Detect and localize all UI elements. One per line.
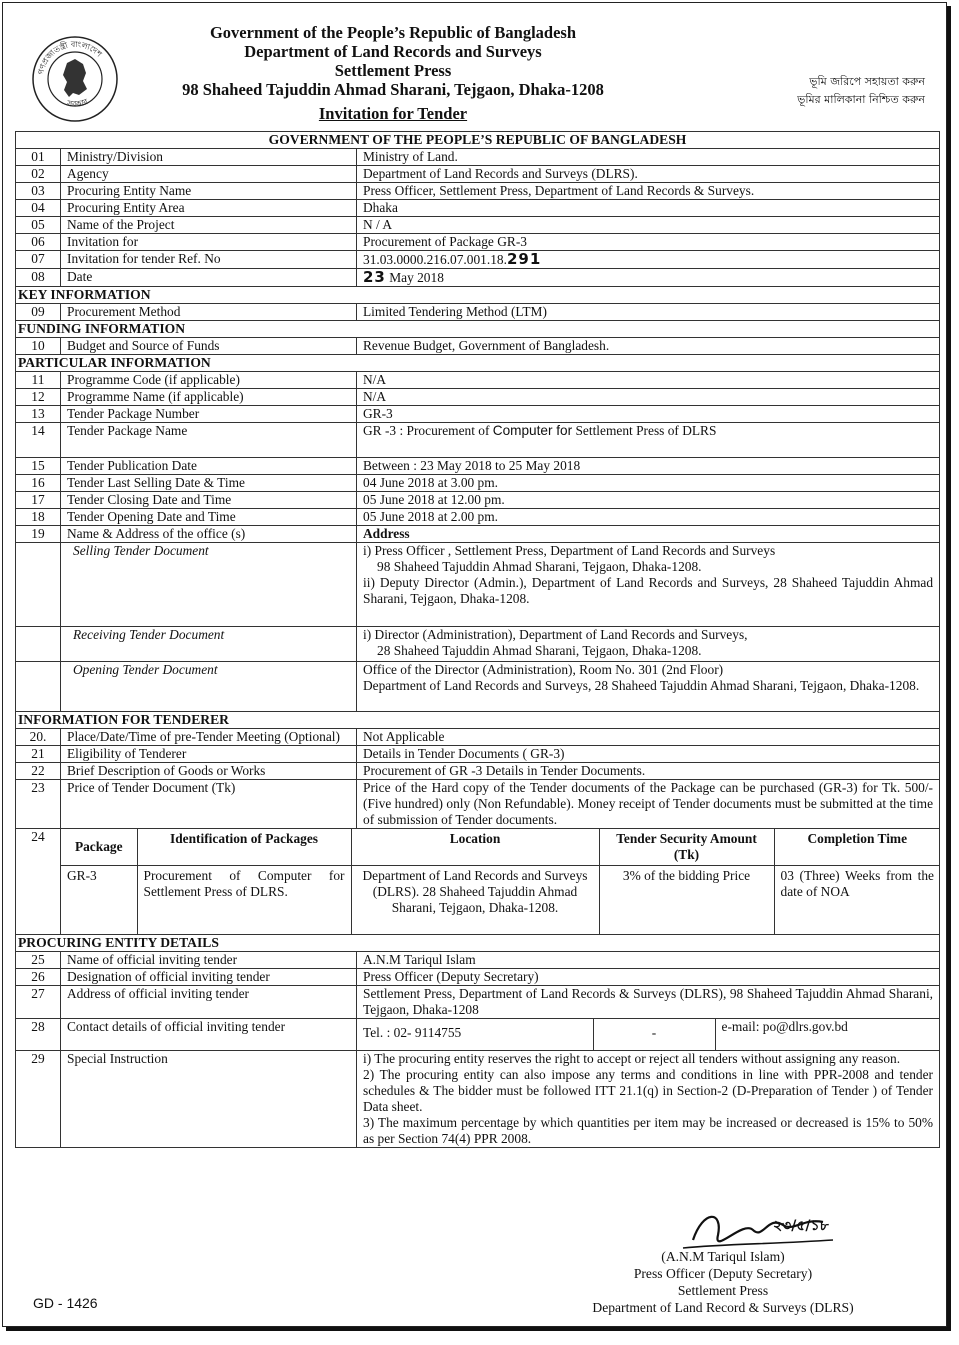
table-row: 18 Tender Opening Date and Time 05 June 2018 at 2.00 pm. [16,509,940,526]
table-row: 09 Procurement Method Limited Tendering Method (LTM) [16,304,940,321]
package-row: 24 Package Identification of Packages Location Tender Security Amount (Tk) Completion Time GR-3 Procurement of Computer for Settlement Press of DLRS. Department of Land Records and Surveys (DLRS). 28 Shaheed Tajuddin Ahmad Sharani, Tejgaon, Dhaka-1208. 3% of the bidding Price 03 (Three) Weeks from the date of NOA [16,829,940,935]
instruction-3: 3) The maximum percentage by which quantities per item may be increased or decreased is 15% to 50% as per Section 74(4) PPR 2008. [363,1114,934,1146]
table-row: 03 Procuring Entity Name Press Officer, Settlement Press, Department of Land Records & Surveys. [16,183,940,200]
section-funding-information: FUNDING INFORMATION [16,321,940,338]
document-page [2,2,947,1327]
contact-row: 28 Contact details of official inviting tender Tel. : 02- 9114755 - e-mail: po@dlrs.gov.bd [16,1018,940,1050]
handwritten-day: 23 [363,268,386,286]
table-row: 02 Agency Department of Land Records and Surveys (DLRS). [16,166,940,183]
footer-code: GD - 1426 [33,1295,98,1311]
table-row: Selling Tender Document i) Press Officer , Settlement Press, Department of Land Records and Surveys 98 Shaheed Tajuddin Ahmad Sharani, Tejgaon, Dhaka-1208. ii) Deputy Director (Admin.), Department of Land Records and Surveys, 28 Shaheed Tajuddin Ahmad Sharani, Tejgaon, Dhaka-1208. [16,543,940,627]
svg-text:২৩/৫/১৮: ২৩/৫/১৮ [773,1218,829,1234]
ref-number: 31.03.0000.216.07.001.18. [363,252,507,267]
section-particular-information: PARTICULAR INFORMATION [16,355,940,372]
table-row: 01 Ministry/Division Ministry of Land. [16,149,940,166]
table-row: 25 Name of official inviting tender A.N.M Tariqul Islam [16,951,940,968]
table-row: 08 Date 23 May 2018 [16,269,940,287]
header-line-2: Department of Land Records and Surveys [244,42,542,61]
contact-fax: - [593,1019,715,1050]
bangla-slogan [735,73,925,109]
svg-text:সরকার: সরকার [66,97,90,109]
table-row: 10 Budget and Source of Funds Revenue Budget, Government of Bangladesh. [16,338,940,355]
package-table: Package Identification of Packages Location Tender Security Amount (Tk) Completion Time GR-3 Procurement of Computer for Settlement Press of DLRS. Department of Land Records and Surveys (DLRS). 28 Shaheed Tajuddin Ahmad Sharani, Tejgaon, Dhaka-1208. 3% of the bidding Price 03 (Three) Weeks from the date of NOA [61,829,940,934]
letterhead [3,3,946,127]
table-title: GOVERNMENT OF THE PEOPLE’S REPUBLIC OF BANGLADESH [16,132,940,149]
section-information-for-tenderer: INFORMATION FOR TENDERER [16,712,940,729]
contact-tel: Tel. : 02- 9114755 [357,1019,593,1050]
table-row: 04 Procuring Entity Area Dhaka [16,200,940,217]
table-row: 14 Tender Package Name GR -3 : Procurement of Computer for Settlement Press of DLRS [16,423,940,458]
letterhead-text [153,23,633,123]
table-row: 27 Address of official inviting tender Settlement Press, Department of Land Records & Surveys (DLRS), 98 Shaheed Tajuddin Ahmad Sharani, Tejgaon, Dhaka-1208 [16,985,940,1018]
table-row: 19 Name & Address of the office (s) Address [16,526,940,543]
table-row: 21 Eligibility of Tenderer Details in Tender Documents ( GR-3) [16,746,940,763]
contact-email: e-mail: po@dlrs.gov.bd [721,1018,848,1034]
table-row: 17 Tender Closing Date and Time 05 June 2018 at 12.00 pm. [16,492,940,509]
government-seal-icon [31,35,119,123]
table-row: 13 Tender Package Number GR-3 [16,406,940,423]
signature-block [543,1188,923,1327]
table-row: 23 Price of Tender Document (Tk) Price of the Hard copy of the Tender documents of the Package can be purchased (GR-3) for Tk. 500/- (Five hundred) only (Non Refundable). Money receipt of Tender documents must be submitted at the time of submission of Tender documents. [16,780,940,829]
table-row: 22 Brief Description of Goods or Works Procurement of GR -3 Details in Tender Documents. [16,763,940,780]
signatory-department: Department of Land Record & Surveys (DLRS) [592,1300,854,1315]
table-row: 11 Programme Code (if applicable) N/A [16,372,940,389]
date-value: May 2018 [385,270,444,285]
invitation-title: Invitation for Tender [318,104,468,123]
slogan-line-2: ভূমির মালিকানা নিশ্চিত করুন [797,93,925,106]
tender-table [15,131,940,1148]
table-row: 07 Invitation for tender Ref. No 31.03.0000.216.07.001.18.291 [16,251,940,269]
table-row: 16 Tender Last Selling Date & Time 04 June 2018 at 3.00 pm. [16,475,940,492]
section-key-information: KEY INFORMATION [16,287,940,304]
table-row: Receiving Tender Document i) Director (Administration), Department of Land Records and Surveys, 28 Shaheed Tajuddin Ahmad Sharani, Tejgaon, Dhaka-1208. [16,627,940,662]
table-row: 05 Name of the Project N / A [16,217,940,234]
table-row: Opening Tender Document Office of the Director (Administration), Room No. 301 (2nd Floor) Department of Land Records and Surveys, 28 Shaheed Tajuddin Ahmad Sharani, Tejgaon, Dhaka-1208. [16,662,940,712]
instruction-1: i) The procuring entity reserves the right to accept or reject all tenders without assigning any reason. [363,1050,901,1066]
opening-tender-label: Opening Tender Document [61,662,357,712]
special-instruction-row: 29 Special Instruction i) The procuring entity reserves the right to accept or reject all tenders without assigning any reason. 2) The procuring entity can also impose any terms and conditions in line with PPR-2008 and tender schedules & The bidder must be followed ITT 21.1(q) in Section-2 (D-Preparation of Tender ) of Tender Data sheet. 3) The maximum percentage by which quantities per item may be increased or decreased is 15% to 50% as per Section 74(4) PPR 2008. [16,1050,940,1147]
table-row: 20. Place/Date/Time of pre-Tender Meeting (Optional) Not Applicable [16,729,940,746]
section-procuring-entity-details: PROCURING ENTITY DETAILS [16,934,940,951]
table-row: 06 Invitation for Procurement of Package GR-3 [16,234,940,251]
table-row: 26 Designation of official inviting tender Press Officer (Deputy Secretary) [16,968,940,985]
signatory-name: (A.N.M Tariqul Islam) [661,1249,785,1264]
receiving-tender-label: Receiving Tender Document [61,627,357,662]
table-row: 12 Programme Name (if applicable) N/A [16,389,940,406]
instruction-2: 2) The procuring entity can also impose any terms and conditions in line with PPR-2008 and tender schedules & The bidder must be followed ITT 21.1(q) in Section-2 (D-Preparation of Tender ) of Tender Data sheet. [363,1066,934,1114]
header-line-1: Government of the People’s Republic of Bangladesh [209,23,577,42]
header-address: 98 Shaheed Tajuddin Ahmad Sharani, Tejgaon, Dhaka-1208 [182,80,604,99]
svg-text:গণপ্রজাতন্ত্রী বাংলাদেশ: গণপ্রজাতন্ত্রী বাংলাদেশ [36,39,104,76]
signatory-designation: Press Officer (Deputy Secretary) [633,1266,813,1281]
selling-tender-label: Selling Tender Document [61,543,357,627]
header-line-3: Settlement Press [334,61,452,80]
signatory-office: Settlement Press [677,1283,769,1298]
handwritten-ref: 291 [506,250,542,268]
table-row: 15 Tender Publication Date Between : 23 May 2018 to 25 May 2018 [16,458,940,475]
slogan-line-1: ভূমি জরিপে সহায়তা করুন [809,75,925,88]
